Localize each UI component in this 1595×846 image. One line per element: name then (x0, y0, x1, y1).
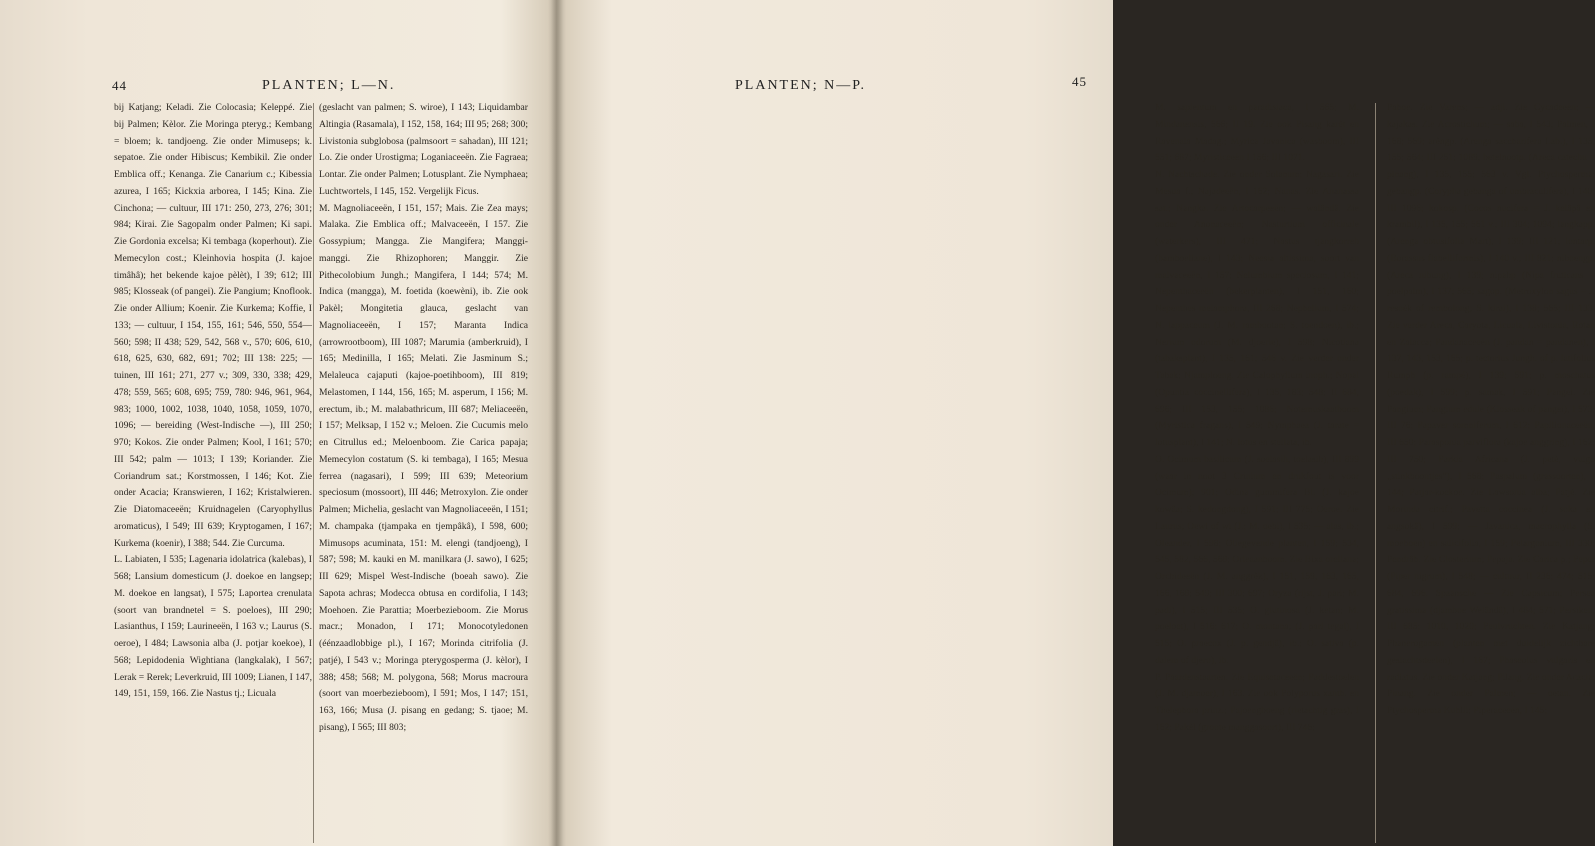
right-page (557, 0, 1595, 846)
left-running-title: PLANTEN; L—N. (262, 78, 396, 93)
left-page-number: 44 (112, 78, 127, 93)
index-section-n: N. Nachtschade. Zie onder Solanum; Nagasari. Zie Mesua f.; Najadeeën, I 162; Nanas. Zie Ananassa sat.; Nangka. Zie Artocarpeeën; — walândâ. Zie onder Anonaceeën; Nasturtium officinale (waterkers), III 471; Nastus tjangkorreh (bamboeliane), I 143; Neesia altissima, soort van malvaceeën, I 157; Nelumbium speciosum, I 141; Nepenthaceeën (bekerplanten), I 151, 160; Nepenthes melamphora, III 268; Nephelium, I 574; N. lappaceum (J. M. rambootan; S. toendoen), ib.; Nerium odorum (M. djoerie), I 598; Nicotiana (tabaksplant), I 135, 161; 546 v. Zie verder onder Tabak; Njamploeng. Zie Calophyllum inoph.; Nopal (Opuntia coccinellifera), I 135, 183; 548; II 684, 696; III 153, 155; 1086; Notemuskaatboom (Myristica fragans), I 549; Nymphaea (J. tarate = lotusplant), I 141; N. lotus en stellata, ib. (1155, 169, 1359, 448)
right-page-number: 45 (1072, 74, 1087, 89)
index-section-m: M. Magnoliaceeën, I 151, 157; Mais. Zie Zea mays; Malaka. Zie Emblica off.; Malvaceeën, I 157. Zie Gossypium; Mangga. Zie Mangifera; Manggi-manggi. Zie Rhizophoren; Manggir. Zie Pithecolobium Jungh.; Mangifera, I 144; 574; M. Indica (mangga), M. foetida (koewèni), ib. Zie ook Pakèl; Mongitetia glauca, geslacht van Magnoliaceeën, I 157; Maranta Indica (arrowrootboom), III 1087; Marumia (amberkruid), I 165; Medinilla, I 165; Melati. Zie Jasminum S.; Melaleuca cajaputi (kajoe-poetihboom), III 819; Melastomen, I 144, 156, 165; M. asperum, I 156; M. erectum, ib.; M. malabathricum, III 687; Meliaceeën, I 157; Melksap, I 152 v.; Meloen. Zie Cucumis melo en Citrullus ed.; Meloenboom. Zie Carica papaja; Memecylon costatum (S. ki tembaga), I 165; Mesua ferrea (nagasari), I 599; III 639; Meteorium speciosum (mossoort), III 446; Metroxylon. Zie onder Palmen; Michelia, geslacht van Magnoliaceeën, I 151; M. champaka (tjampaka en tjempâkâ), I 598, 600; Mimusops acuminata, 151: M. elengi (tandjoeng), I 587; 598; M. kauki en M. manilkara (J. sawo), I 625; III 629; Mispel West-Indische (boeah sawo). Zie Sapota achras; Modecca obtusa en cordifolia, I 143; Moehoen. Zie Parattia; Moerbezieboom. Zie Morus macr.; Monadon, I 171; Monocotyledonen (éénzaadlobbige pl.), I 167; Morinda citrifolia (J. patjé), I 543 v.; Moringa pterygosperma (J. kèlor), I 388; 458; 568; M. polygona, 568; Morus macroura (soort van moerbezieboom), I 591; Mos, I 147; 151, 163, 166; Musa (J. pisang en gedang; S. tjaoe; M. pisang), I 565; III 803; (319, 202, 528, 733)
right-column-1 (1155, 100, 1359, 737)
left-page (0, 0, 556, 846)
left-column-2 (319, 100, 528, 737)
left-column-rule (313, 103, 314, 843)
index-text-block: bij Katjang; Keladi. Zie Colocasia; Keleppé. Zie bij Palmen; Kèlor. Zie Moringa pteryg.; Kembang = bloem; k. tandjoeng. Zie onder Mimuseps; k. sepatoe. Zie onder Hibiscus; Kembikil. Zie onder Emblica off.; Kenanga. Zie Canarium c.; Kibessia azurea, I 165; Kickxia arborea, I 145; Kina. Zie Cinchona; — cultuur, III 171: 250, 273, 276; 301; 984; Kirai. Zie Sagopalm onder Palmen; Ki sapi. Zie Gordonia excelsa; Ki tembaga (koperhout). Zie Memecylon cost.; Kleinhovia hospita (J. kajoe timâhâ); het bekende kajoe pèlèt), I 39; 612; III 985; Klosseak (of pangei). Zie Pangium; Knoflook. Zie onder Allium; Koenir. Zie Kurkema; Koffie, I 133; — cultuur, I 154, 155, 161; 546, 550, 554—560; 598; II 438; 529, 542, 568 v., 570; 606, 610, 618, 625, 630, 682, 691; 702; III 138: 225; — tuinen, III 161; 271, 277 v.; 309, 330, 338; 429, 478; 559, 565; 608, 695; 759, 780: 946, 961, 964, 983; 1000, 1002, 1038, 1040, 1058, 1059, 1070, 1096; — bereiding (West-Indische —), III 250; 970; Kokos. Zie onder Palmen; Kool, I 161; 570; III 542; palm — 1013; I 139; Koriander. Zie Coriandrum sat.; Korstmossen, I 146; Kot. Zie onder Acacia; Kranswieren, I 162; Kristalwieren. Zie Diatomaceeën; Kruidnagelen (Caryophyllus aromaticus), I 549; III 639; Kryptogamen, I 167; Kurkema (koenir), I 388; 544. Zie Curcuma. (114, 102, 312, 549)
right-column-rule (1375, 103, 1376, 843)
right-running-title: PLANTEN; N—P. (735, 78, 867, 93)
index-section-l: L. Labiaten, I 535; Lagenaria idolatrica (kalebas), I 568; Lansium domesticum (J. doekoe en langsep; M. doekoe en langsat), I 575; Laportea crenulata (soort van brandnetel = S. poeloes), III 290; Lasianthus, I 159; Laurineeën, I 163 v.; Laurus (S. oeroe), I 484; Lawsonia alba (J. potjar koekoe), I 568; Lepidodenia Wightiana (langkalak), I 567; Lerak = Rerek; Leverkruid, III 1009; Lianen, I 147, 149, 151, 159, 166. Zie Nastus tj.; Licuala (114, 554, 313, 700)
index-text-block: (geslacht van palmen; S. wiroe), I 143; Liquidambar Altingia (Rasamala), I 152, 158, 164; III 95; 268; 300; Livistonia subglobosa (palmsoort = sahadan), III 121; Lo. Zie onder Urostigma; Loganiaceeën. Zie Fagraea; Lontar. Zie onder Palmen; Lotusplant. Zie Nymphaea; Luchtwortels, I 145, 152. Vergelijk Ficus. (319, 102, 528, 197)
left-column-1 (114, 100, 312, 703)
right-column-2 (1387, 100, 1595, 720)
index-text-block: Pahoe. Zie Varens; — adji. Zie Cycadeeën; — kajakas. Zie Acrostichum; — saba, I 543; Palmen, I 168; 569; arèngp. (Arenga saccharifera Lab.), I 135, 155; 564; III 251; 1089; betelnootp. (Areca catechu = pinang), I 135, 155; 563 v. Vgl. Ptychosperma; gebangp. (Corypha gebanga of umbraculifera), I 140; III 1096; kokosp. (Cocos nucifera = J. kelâpâ en krambil), I 135, 155; 561 v.; III 304; 1094; langkapp. (Arenga obtusifolia Mart), I 139; III 121; lontarp. (Borassus flabelliformis), I 140 v.; III 821; niboengp. (Areca nibung), I 139; nipahp (Nipa fruticans = poelpalm), I 137; 565; sagop. (Metroxylon sagus = J. resoèk of rembolong; S. kirai), I 138; 565; III 133. Zie verder Areca, Caryota, Licuala, Livistonia, Rotan en Zalacca; Pandanaceeën (J. pandan = pandanen), I 137, 143, 153, 165; p. tectorius Jungh. of p. latifolius Rumph (p. rampé), I 139; 591; p. moschatus (poedak), I 599; p. samak, I 591; Pangei. Zie Pangium; Pangium edule (Klosseak of pangei), I 573; III 76; Papaver somniferum, I 612; Papilionaceeën, III 650; Parasponia parviflora (kajoe anggring), I 162; III 750; Parkia Africana (J. petè, vulgo „stinkboontjes”), I 568; Paspalum (grassoorten), I 144; Patjar-koekoe. Zie Lawsonia alba; Patjé. Zie Morinda citrif.; Pavetta coccinea (J. soka en angsokâ), I 599; — Javanica, macrophylla (S. moehoen) en salicifolia, I 159; Pelargonium, III 330; Pendrâh. Zie Closterium; Pepaja. Zie Carica p.; Peper (Piper nigrum), I 548; — cultuur, II 236; 474; 515; 684, 696. Spaansche — Zie Capsicum; Persea gratissima (djamboe Welândâ), I 484; 571; Persiken, III 685; 1010, 1020; Peulvruchten. Zie Katjang; Phanerogamen (planten met duidelijk zichtbare geslachtsdeelen), I 167; Phaseolus vulgaris en radiatus. Zie onder Katjang; Pilang. Zie onder Acacia; Pinang. Zie onder Palmen; — oetan. Zie Ptychosperma Kuhlii; Piperaceeën, I 145; (1387, 102, 1595, 716)
index-section-o: O. Ocimum basilicum (J. soelasih, toelasih), III 899 (waar in noot 3 Crinium en drukfout is voor Ocimum); 901; Odina gummifera Bl. (J. kajoe kowâa; S. kedongdong), I 591; III 775; Oeroe. Zie Laurus; Oewi of wi (J.; M. oebi), I 535; — alas, ib.; Oleander, I 598; Oliegevende planten, I 159; 534, 545, 582, 566, 568; Orleaanboom. Zie Bixa orellana; Orchideeën (J. M. anggrèk), I 151, 159, 163, 165, 166, 168; 549; III 300; 697; Oryza (rijst, J. pari; M. padi), I 515; III 535; O. glutinosa (J. ketan; M. poeloet), I 516; 617; O. montana; (J. pari tegal), I 515; O. praecox (J. p. gendjâ), ib.; O. sativa (p. dalem of djero), ib. (1155, 453, 1359, 666)
index-text-block: M. sapientum en paradisiaca, I 565; M. Mindanensis, 566; II 19. Zie ook Pisang karèt en Ravenala Madag.; Myrica Javanica (wasboom), III 551; 687; Myristiceeën I 156; III 1071. (1155, 102, 1359, 164)
left-running-head (0, 78, 556, 100)
index-section-p: P. Paardenstaarten. Zie Equisetaceeën; Paddestoelen (J. M. djamoer), I 163. Zie ook Polyporus xanth. en Thelephora prinz.; Pajoengboeng (rietachtig gras), I 162; Pakèl (groote manggasoort), III 746; (1155, 671, 1359, 733)
right-running-head (557, 74, 1113, 100)
